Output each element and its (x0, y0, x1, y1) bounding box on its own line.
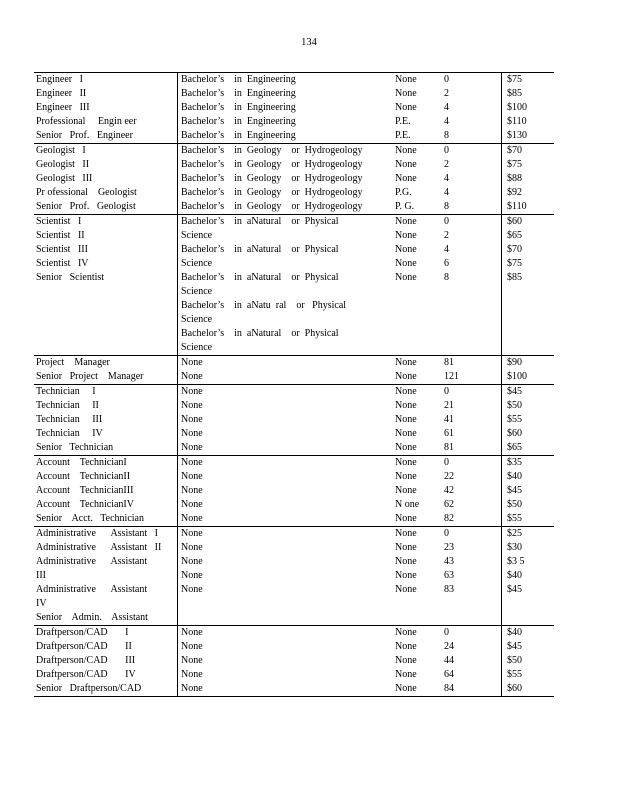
requirement: None (181, 499, 203, 510)
hourly-rate: $55 (507, 513, 522, 524)
hourly-rate: $130 (507, 130, 527, 141)
column-divider (177, 527, 178, 625)
job-title: Technician III (36, 414, 103, 425)
requirement: Science (181, 258, 213, 269)
hourly-rate: $45 (507, 584, 522, 595)
requirement: Science (181, 230, 213, 241)
years-experience: 4 (444, 102, 449, 113)
requirement: None (181, 371, 203, 382)
license-cell (395, 144, 441, 214)
license: None (395, 655, 417, 666)
years-cell (444, 73, 484, 143)
license: None (395, 400, 417, 411)
requirement: None (181, 669, 203, 680)
hourly-rate: $60 (507, 216, 522, 227)
requirement-cell (181, 215, 396, 355)
years-experience: 4 (444, 173, 449, 184)
requirement: None (181, 528, 203, 539)
license: None (395, 683, 417, 694)
job-title: Scientist III (36, 244, 88, 255)
rate-cell (507, 527, 552, 597)
hourly-rate: $65 (507, 442, 522, 453)
hourly-rate: $40 (507, 471, 522, 482)
years-experience: 81 (444, 357, 454, 368)
license: N one (395, 499, 420, 510)
hourly-rate: $55 (507, 414, 522, 425)
years-experience: 41 (444, 414, 454, 425)
job-title: Senior Project Manager (36, 371, 144, 382)
hourly-rate: $60 (507, 683, 522, 694)
hourly-rate: $70 (507, 145, 522, 156)
years-experience: 8 (444, 130, 449, 141)
requirement: None (181, 428, 203, 439)
years-experience: 6 (444, 258, 449, 269)
years-experience: 22 (444, 471, 454, 482)
license: None (395, 386, 417, 397)
column-divider (177, 215, 178, 355)
license: None (395, 485, 417, 496)
job-title: Geologist I (36, 145, 86, 156)
years-experience: 8 (444, 272, 449, 283)
rate-cell (507, 456, 552, 526)
job-title: Scientist II (36, 230, 85, 241)
years-cell (444, 356, 484, 384)
table-row-group (34, 626, 554, 697)
requirement-cell (181, 626, 396, 696)
job-title: Engineer II (36, 88, 87, 99)
license-cell (395, 626, 441, 696)
requirement: None (181, 414, 203, 425)
years-experience: 63 (444, 570, 454, 581)
requirement: None (181, 357, 203, 368)
years-experience: 44 (444, 655, 454, 666)
rate-cell (507, 144, 552, 214)
table-row-group (34, 144, 554, 215)
job-title: Scientist I (36, 216, 82, 227)
hourly-rate: $45 (507, 485, 522, 496)
hourly-rate: $85 (507, 272, 522, 283)
requirement: None (181, 556, 203, 567)
job-title: Account TechnicianI (36, 457, 127, 468)
license: None (395, 442, 417, 453)
title-cell (36, 456, 174, 526)
title-cell (36, 527, 174, 625)
requirement: Bachelor’s in aNatural or Physical (181, 272, 339, 283)
requirement: None (181, 641, 203, 652)
job-title: Technician IV (36, 428, 103, 439)
table-row-group (34, 215, 554, 356)
years-cell (444, 626, 484, 696)
requirement: None (181, 627, 203, 638)
job-title: Administrative Assistant I (36, 528, 158, 539)
license: None (395, 357, 417, 368)
years-cell (444, 385, 484, 455)
requirement: None (181, 386, 203, 397)
hourly-rate: $90 (507, 357, 522, 368)
license: None (395, 471, 417, 482)
license-cell (395, 527, 441, 597)
requirement: None (181, 457, 203, 468)
years-cell (444, 527, 484, 597)
requirement: None (181, 442, 203, 453)
years-experience: 21 (444, 400, 454, 411)
license: None (395, 74, 417, 85)
job-title: Technician I (36, 386, 96, 397)
requirement: Bachelor’s in aNatural or Physical (181, 216, 339, 227)
years-experience: 82 (444, 513, 454, 524)
rate-cell (507, 385, 552, 455)
job-title: Draftperson/CAD IV (36, 669, 136, 680)
hourly-rate: $65 (507, 230, 522, 241)
license: None (395, 371, 417, 382)
license: None (395, 216, 417, 227)
hourly-rate: $50 (507, 499, 522, 510)
years-experience: 2 (444, 88, 449, 99)
page-number: 134 (301, 37, 317, 48)
requirement: None (181, 570, 203, 581)
job-title: Draftperson/CAD I (36, 627, 129, 638)
years-experience: 0 (444, 145, 449, 156)
license: None (395, 542, 417, 553)
job-title: Draftperson/CAD II (36, 641, 132, 652)
job-title: Senior Prof. Engineer (36, 130, 133, 141)
hourly-rate: $3 5 (507, 556, 525, 567)
hourly-rate: $110 (507, 116, 527, 127)
license: P.E. (395, 116, 411, 127)
job-title: Administrative Assistant II (36, 542, 162, 553)
job-title: Account TechnicianIII (36, 485, 134, 496)
years-experience: 4 (444, 244, 449, 255)
years-experience: 81 (444, 442, 454, 453)
hourly-rate: $30 (507, 542, 522, 553)
hourly-rate: $40 (507, 627, 522, 638)
column-divider (501, 527, 502, 625)
hourly-rate: $100 (507, 371, 527, 382)
requirement: None (181, 471, 203, 482)
requirement: None (181, 485, 203, 496)
job-title: Senior Scientist (36, 272, 105, 283)
years-experience: 42 (444, 485, 454, 496)
years-experience: 121 (444, 371, 459, 382)
license-cell (395, 385, 441, 455)
years-experience: 0 (444, 457, 449, 468)
requirement: Science (181, 286, 213, 297)
column-divider (177, 456, 178, 526)
years-experience: 62 (444, 499, 454, 510)
table-row-group (34, 385, 554, 456)
table-row-group (34, 356, 554, 385)
requirement: Bachelor’s in Geology or Hydrogeology (181, 159, 363, 170)
requirement: None (181, 683, 203, 694)
requirement: Bachelor’s in Geology or Hydrogeology (181, 201, 363, 212)
hourly-rate: $45 (507, 386, 522, 397)
job-title: Administrative Assistant (36, 584, 148, 595)
column-divider (501, 144, 502, 214)
rate-cell (507, 215, 552, 285)
column-divider (501, 456, 502, 526)
requirement: Bachelor’s in Geology or Hydrogeology (181, 173, 363, 184)
license-cell (395, 73, 441, 143)
hourly-rate: $85 (507, 88, 522, 99)
requirement: Science (181, 314, 213, 325)
years-experience: 2 (444, 230, 449, 241)
license: None (395, 230, 417, 241)
years-experience: 43 (444, 556, 454, 567)
hourly-rate: $60 (507, 428, 522, 439)
job-title: Senior Draftperson/CAD (36, 683, 142, 694)
license: P.E. (395, 130, 411, 141)
hourly-rate: $45 (507, 641, 522, 652)
hourly-rate: $100 (507, 102, 527, 113)
requirement: Bachelor’s in Engineering (181, 130, 296, 141)
years-cell (444, 144, 484, 214)
job-title: Professional Engin eer (36, 116, 137, 127)
requirement: None (181, 542, 203, 553)
hourly-rate: $92 (507, 187, 522, 198)
table-row-group (34, 73, 554, 144)
job-title: III (36, 570, 46, 581)
requirement: None (181, 584, 203, 595)
license-cell (395, 456, 441, 526)
requirement-cell (181, 456, 396, 526)
requirement: Bachelor’s in aNatu ral or Physical (181, 300, 347, 311)
requirement-cell (181, 356, 396, 384)
job-title: Project Manager (36, 357, 110, 368)
years-experience: 0 (444, 627, 449, 638)
hourly-rate: $110 (507, 201, 527, 212)
requirement-cell (181, 385, 396, 455)
license: P.G. (395, 187, 412, 198)
requirement: None (181, 655, 203, 666)
years-experience: 61 (444, 428, 454, 439)
hourly-rate: $25 (507, 528, 522, 539)
hourly-rate: $35 (507, 457, 522, 468)
years-cell (444, 456, 484, 526)
job-title: Senior Admin. Assistant (36, 612, 148, 623)
column-divider (501, 385, 502, 455)
requirement: Bachelor’s in Engineering (181, 88, 296, 99)
column-divider (501, 215, 502, 355)
license: None (395, 669, 417, 680)
license: None (395, 88, 417, 99)
table-row-group (34, 456, 554, 527)
job-title: Senior Technician (36, 442, 114, 453)
title-cell (36, 385, 174, 455)
license: None (395, 428, 417, 439)
requirement: Bachelor’s in aNatural or Physical (181, 244, 339, 255)
job-title: IV (36, 598, 47, 609)
table-row-group (34, 527, 554, 626)
requirement: Bachelor’s in Engineering (181, 116, 296, 127)
license: None (395, 627, 417, 638)
job-title: Draftperson/CAD III (36, 655, 136, 666)
requirement: Science (181, 342, 213, 353)
years-experience: 4 (444, 187, 449, 198)
job-title: Technician II (36, 400, 99, 411)
hourly-rate: $40 (507, 570, 522, 581)
rate-cell (507, 73, 552, 143)
requirement: Bachelor’s in Geology or Hydrogeology (181, 145, 363, 156)
license: None (395, 145, 417, 156)
license-cell (395, 356, 441, 384)
title-cell (36, 144, 174, 214)
requirement-cell (181, 527, 396, 597)
years-experience: 83 (444, 584, 454, 595)
requirement-cell (181, 73, 396, 143)
job-title: Account TechnicianII (36, 471, 131, 482)
title-cell (36, 356, 174, 384)
rate-cell (507, 356, 552, 384)
job-title: Scientist IV (36, 258, 89, 269)
requirement: Bachelor’s in Engineering (181, 102, 296, 113)
license: None (395, 102, 417, 113)
hourly-rate: $70 (507, 244, 522, 255)
job-title: Engineer I (36, 74, 83, 85)
column-divider (501, 356, 502, 384)
requirement: Bachelor’s in Engineering (181, 74, 296, 85)
requirement: Bachelor’s in aNatural or Physical (181, 328, 339, 339)
title-cell (36, 73, 174, 143)
years-experience: 0 (444, 386, 449, 397)
license: None (395, 272, 417, 283)
column-divider (177, 73, 178, 143)
license: None (395, 528, 417, 539)
hourly-rate: $50 (507, 400, 522, 411)
license: None (395, 570, 417, 581)
column-divider (501, 626, 502, 696)
years-experience: 64 (444, 669, 454, 680)
job-title: Administrative Assistant (36, 556, 148, 567)
job-title: Engineer III (36, 102, 90, 113)
job-title: Geologist III (36, 173, 93, 184)
license: None (395, 457, 417, 468)
years-experience: 0 (444, 216, 449, 227)
license: None (395, 244, 417, 255)
column-divider (501, 73, 502, 143)
requirement-cell (181, 144, 396, 214)
years-experience: 0 (444, 528, 449, 539)
years-experience: 8 (444, 201, 449, 212)
license: None (395, 584, 417, 595)
job-title: Senior Acct. Technician (36, 513, 144, 524)
years-cell (444, 215, 484, 285)
years-experience: 2 (444, 159, 449, 170)
years-experience: 23 (444, 542, 454, 553)
hourly-rate: $75 (507, 159, 522, 170)
rate-cell (507, 626, 552, 696)
license: None (395, 159, 417, 170)
title-cell (36, 626, 174, 696)
hourly-rate: $55 (507, 669, 522, 680)
years-experience: 4 (444, 116, 449, 127)
job-title: Pr ofessional Geologist (36, 187, 137, 198)
job-title: Geologist II (36, 159, 90, 170)
license: None (395, 173, 417, 184)
column-divider (177, 385, 178, 455)
license-cell (395, 215, 441, 285)
license: None (395, 513, 417, 524)
hourly-rate: $88 (507, 173, 522, 184)
requirement: None (181, 513, 203, 524)
column-divider (177, 626, 178, 696)
requirement: None (181, 400, 203, 411)
years-experience: 84 (444, 683, 454, 694)
requirement: Bachelor’s in Geology or Hydrogeology (181, 187, 363, 198)
job-title: Account TechnicianIV (36, 499, 134, 510)
hourly-rate: $75 (507, 74, 522, 85)
license: None (395, 556, 417, 567)
hourly-rate: $50 (507, 655, 522, 666)
years-experience: 0 (444, 74, 449, 85)
license: None (395, 258, 417, 269)
license: None (395, 641, 417, 652)
rate-table (34, 72, 554, 697)
license: P. G. (395, 201, 415, 212)
hourly-rate: $75 (507, 258, 522, 269)
job-title: Senior Prof. Geologist (36, 201, 136, 212)
column-divider (177, 356, 178, 384)
years-experience: 24 (444, 641, 454, 652)
column-divider (177, 144, 178, 214)
license: None (395, 414, 417, 425)
title-cell (36, 215, 174, 285)
